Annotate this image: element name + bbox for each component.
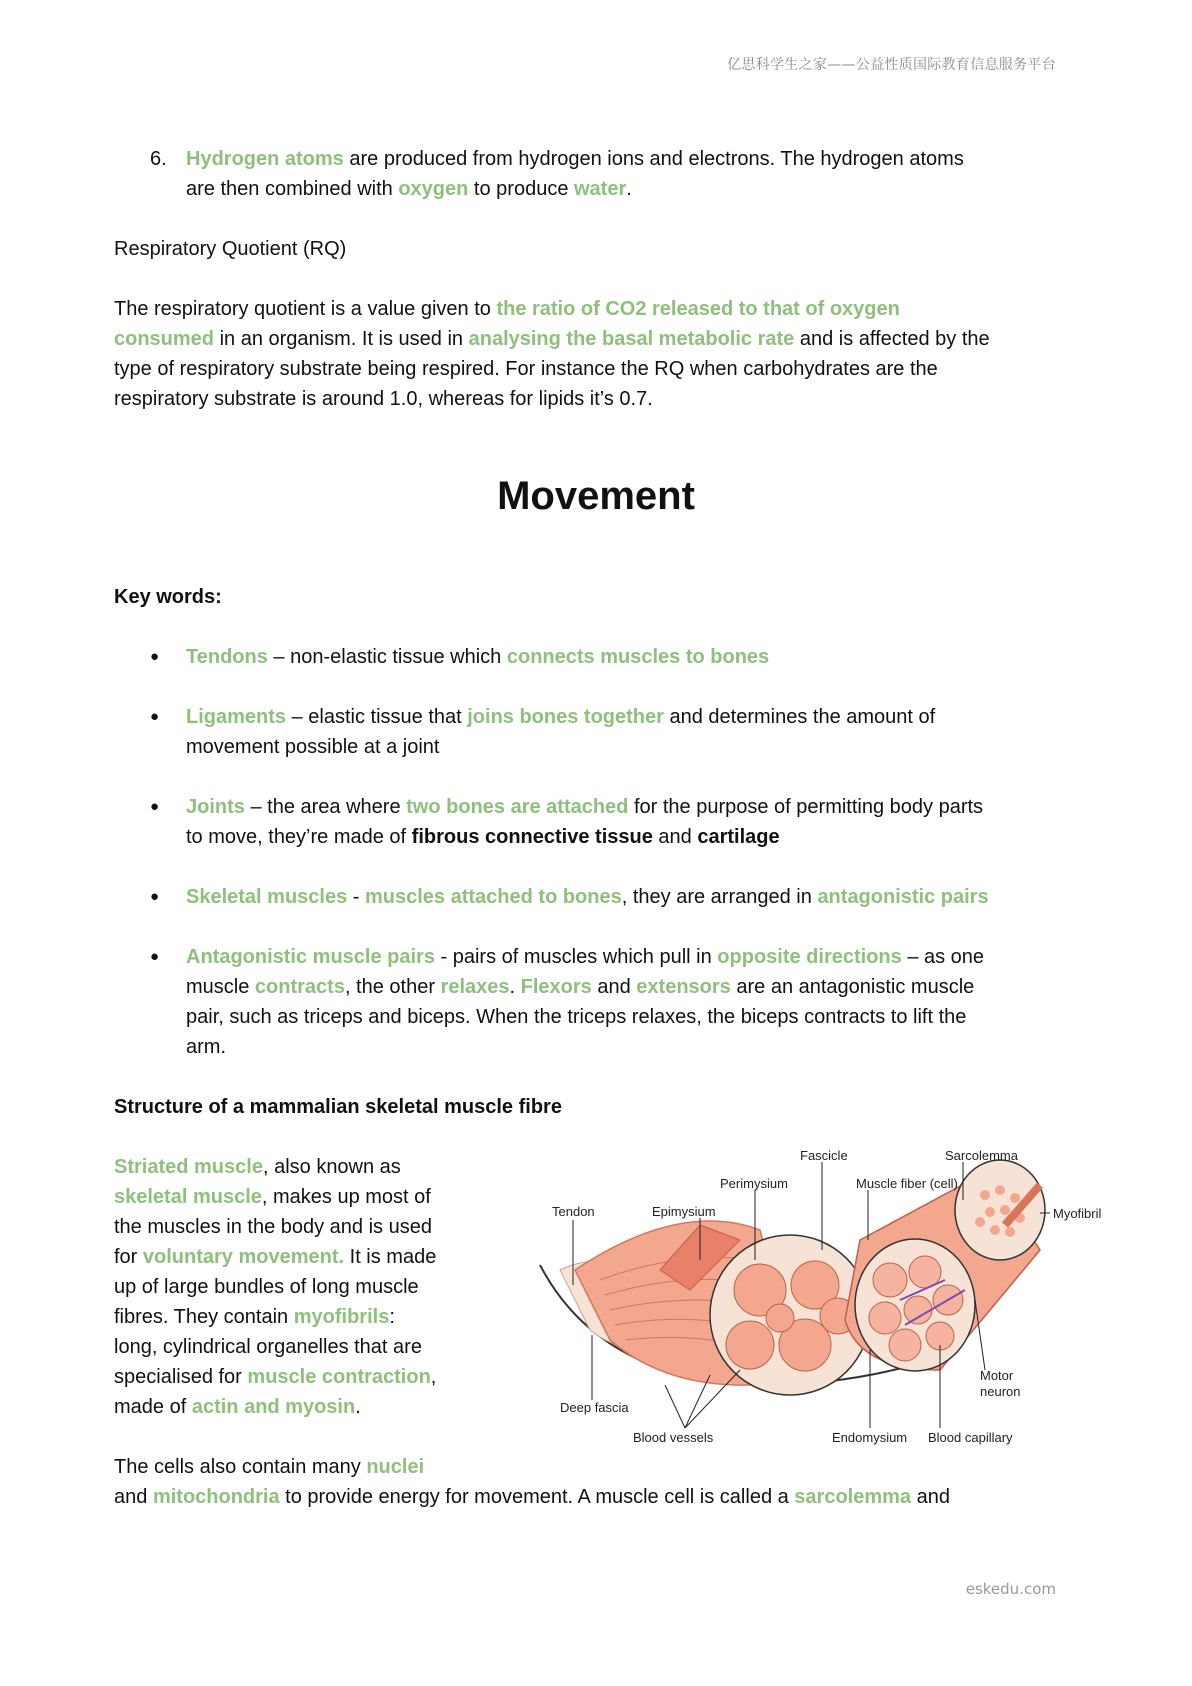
label-motor: Motor xyxy=(980,1368,1014,1383)
label-perimysium: Perimysium xyxy=(720,1176,788,1191)
bullet-icon: ● xyxy=(150,708,160,725)
rq-heading: Respiratory Quotient (RQ) xyxy=(114,238,347,260)
highlight-term: Hydrogen atoms xyxy=(186,148,344,170)
bullet-joints-line2: to move, they’re made of fibrous connective tissue and cartilage xyxy=(186,826,780,848)
bullet-icon: ● xyxy=(150,888,160,905)
structure-line11: and mitochondria to provide energy for movement. A muscle cell is called a sarcolemma and xyxy=(114,1486,950,1508)
structure-heading: Structure of a mammalian skeletal muscle fibre xyxy=(114,1096,562,1118)
structure-line3: the muscles in the body and is used xyxy=(114,1216,432,1238)
list-number: 6. xyxy=(150,148,167,170)
label-endomysium: Endomysium xyxy=(832,1430,908,1445)
structure-line6: fibres. They contain myofibrils: xyxy=(114,1306,395,1328)
bullet-skeletal: Skeletal muscles - muscles attached to bones, they are arranged in antagonistic pairs xyxy=(186,886,989,908)
bullet-ligaments-line2: movement possible at a joint xyxy=(186,736,440,758)
bullet-icon: ● xyxy=(150,798,160,815)
bullet-tendons: Tendons – non-elastic tissue which connects muscles to bones xyxy=(186,646,770,668)
rq-line1: The respiratory quotient is a value given to the ratio of CO2 released to that of oxygen xyxy=(114,298,900,320)
rq-line2: consumed in an organism. It is used in analysing the basal metabolic rate and is affected by the xyxy=(114,328,990,350)
structure-line7: long, cylindrical organelles that are xyxy=(114,1336,422,1358)
page-title: Movement xyxy=(497,474,695,518)
structure-line10: The cells also contain many nuclei xyxy=(114,1456,425,1478)
structure-line1: Striated muscle, also known as xyxy=(114,1156,401,1178)
label-deep-fascia: Deep fascia xyxy=(560,1400,629,1415)
structure-line8: specialised for muscle contraction, xyxy=(114,1366,437,1388)
label-fascicle: Fascicle xyxy=(800,1148,848,1163)
label-tendon: Tendon xyxy=(552,1204,595,1219)
label-myofibril: Myofibril xyxy=(1053,1206,1102,1221)
bullet-antagonistic-line1: Antagonistic muscle pairs - pairs of muscles which pull in opposite directions – as one xyxy=(186,946,985,968)
bullet-antagonistic-line2: muscle contracts, the other relaxes. Flexors and extensors are an antagonistic muscle xyxy=(186,976,975,998)
item6-line1: Hydrogen atoms are produced from hydrogen ions and electrons. The hydrogen atoms xyxy=(186,148,964,170)
rq-line4: respiratory substrate is around 1.0, whereas for lipids it’s 0.7. xyxy=(114,388,653,410)
rq-line3: type of respiratory substrate being respired. For instance the RQ when carbohydrates are the xyxy=(114,358,938,380)
label-blood-capillary: Blood capillary xyxy=(928,1430,1013,1445)
item6-line2: are then combined with oxygen to produce water. xyxy=(186,178,632,200)
structure-line9: made of actin and myosin. xyxy=(114,1396,361,1418)
structure-line2: skeletal muscle, makes up most of xyxy=(114,1186,431,1208)
bullet-antagonistic-line3: pair, such as triceps and biceps. When the triceps relaxes, the biceps contracts to lift the xyxy=(186,1006,967,1028)
bullet-ligaments-line1: Ligaments – elastic tissue that joins bones together and determines the amount of xyxy=(186,706,936,728)
structure-line4: for voluntary movement. It is made xyxy=(114,1246,437,1268)
bullet-icon: ● xyxy=(150,648,160,665)
label-sarcolemma: Sarcolemma xyxy=(945,1148,1018,1163)
structure-line5: up of large bundles of long muscle xyxy=(114,1276,419,1298)
bullet-antagonistic-line4: arm. xyxy=(186,1036,226,1058)
bullet-joints-line1: Joints – the area where two bones are attached for the purpose of permitting body parts xyxy=(186,796,984,818)
keywords-heading: Key words: xyxy=(114,586,222,608)
label-epimysium: Epimysium xyxy=(652,1204,716,1219)
label-blood-vessels: Blood vessels xyxy=(633,1430,714,1445)
footer-domain: eskedu.com xyxy=(965,1580,1056,1598)
bullet-icon: ● xyxy=(150,948,160,965)
header-site-name: 亿思科学生之家——公益性质国际教育信息服务平台 xyxy=(727,57,1056,73)
label-muscle-fiber: Muscle fiber (cell) xyxy=(856,1176,958,1191)
label-neuron: neuron xyxy=(980,1384,1021,1399)
